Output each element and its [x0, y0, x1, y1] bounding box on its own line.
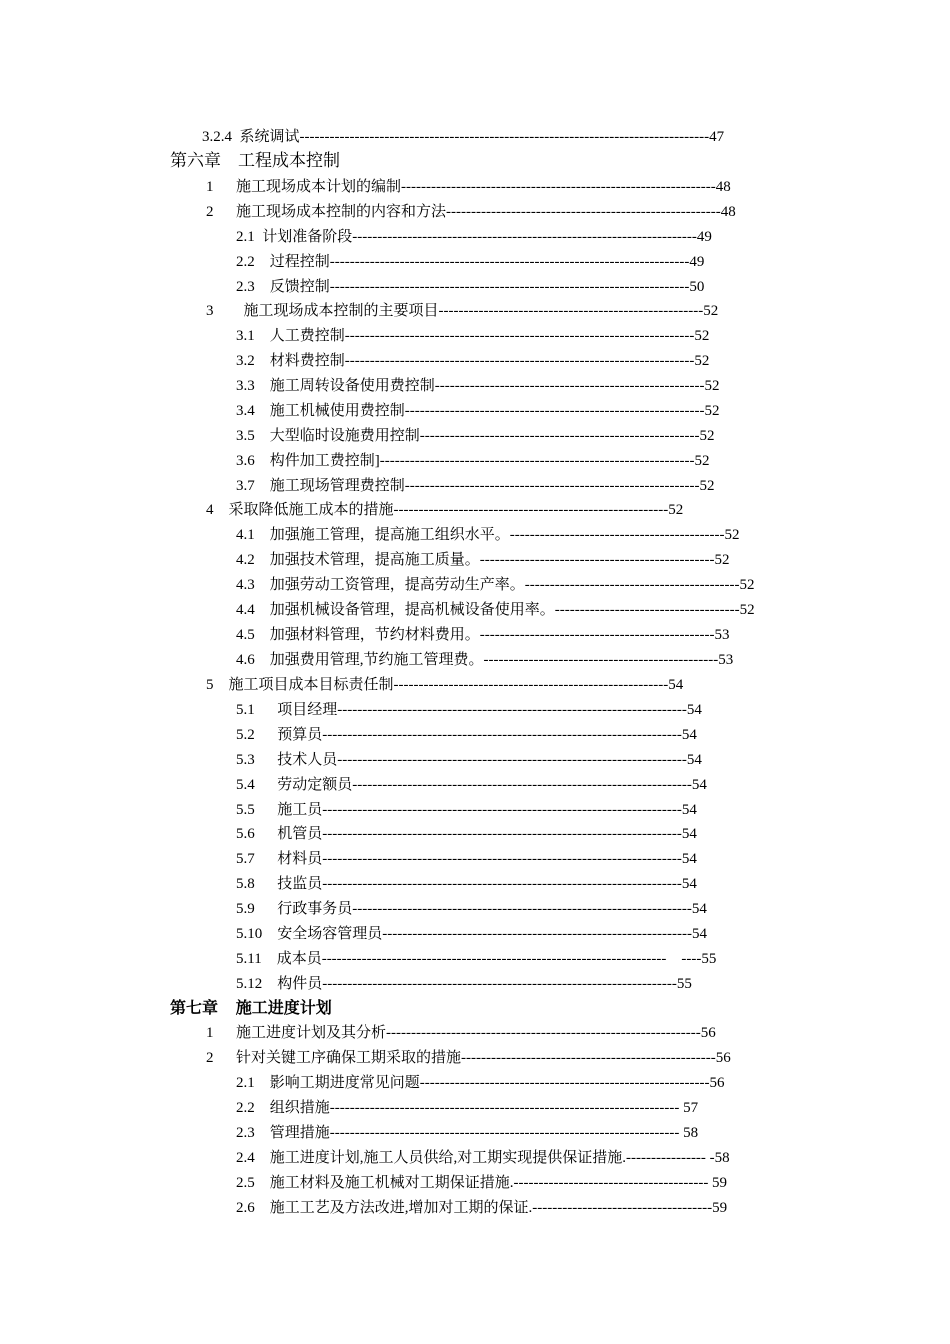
toc-entry-6-3-1: 3.1 人工费控制----------------------------------------------------------------------52	[236, 328, 710, 344]
toc-entry-6-2: 2 施工现场成本控制的内容和方法-------------------------------------------------------48	[206, 204, 736, 220]
toc-entry-6-4-1: 4.1 加强施工管理，提高施工组织水平。-------------------------------------------52	[236, 527, 740, 543]
toc-entry-6-5-12: 5.12 构件员-----------------------------------------------------------------------55	[236, 976, 692, 992]
toc-entry-6-1: 1 施工现场成本计划的编制---------------------------------------------------------------48	[206, 179, 731, 195]
toc-entry-6-5-11: 5.11 成本员--------------------------------------------------------------------- ----55	[236, 951, 717, 967]
toc-entry-6-4-2: 4.2 加强技术管理，提高施工质量。-----------------------------------------------52	[236, 552, 730, 568]
toc-entry-6-3: 3 施工现场成本控制的主要项目-----------------------------------------------------52	[206, 303, 719, 319]
toc-entry-6-3-7: 3.7 施工现场管理费控制-----------------------------------------------------------52	[236, 478, 715, 494]
toc-entry-6-5-8: 5.8 技监员------------------------------------------------------------------------54	[236, 876, 697, 892]
toc-entry-7-2-1: 2.1 影响工期进度常见问题----------------------------------------------------------56	[236, 1075, 725, 1091]
toc-entry-3-2-4: 3.2.4 系统调试----------------------------------------------------------------------------------47	[202, 129, 725, 145]
toc-entry-7-1: 1 施工进度计划及其分析---------------------------------------------------------------56	[206, 1025, 716, 1041]
toc-entry-6-4: 4 采取降低施工成本的措施-------------------------------------------------------52	[206, 502, 684, 518]
toc-entry-6-2-1: 2.1 计划准备阶段---------------------------------------------------------------------49	[236, 229, 712, 245]
toc-entry-6-5-10: 5.10 安全场容管理员--------------------------------------------------------------54	[236, 926, 707, 942]
toc-entry-6-5: 5 施工项目成本目标责任制-------------------------------------------------------54	[206, 677, 684, 693]
toc-entry-6-3-6: 3.6 构件加工费控制]---------------------------------------------------------------52	[236, 453, 710, 469]
toc-entry-6-5-1: 5.1 项目经理----------------------------------------------------------------------54	[236, 702, 702, 718]
toc-chapter-7: 第七章 施工进度计划	[170, 1000, 332, 1017]
toc-entry-6-3-5: 3.5 大型临时设施费用控制--------------------------------------------------------52	[236, 428, 715, 444]
toc-entry-6-4-6: 4.6 加强费用管理,节约施工管理费。-----------------------------------------------53	[236, 652, 734, 668]
toc-entry-6-5-3: 5.3 技术人员----------------------------------------------------------------------54	[236, 752, 702, 768]
toc-entry-7-2-6: 2.6 施工工艺及方法改进,增加对工期的保证.------------------------------------59	[236, 1200, 728, 1216]
toc-entry-6-3-4: 3.4 施工机械使用费控制------------------------------------------------------------52	[236, 403, 720, 419]
toc-entry-6-5-9: 5.9 行政事务员--------------------------------------------------------------------54	[236, 901, 707, 917]
toc-entry-6-4-5: 4.5 加强材料管理，节约材料费用。-----------------------------------------------53	[236, 627, 730, 643]
toc-entry-6-4-4: 4.4 加强机械设备管理，提高机械设备使用率。-------------------------------------52	[236, 602, 755, 618]
toc-entry-6-5-7: 5.7 材料员------------------------------------------------------------------------54	[236, 851, 697, 867]
toc-entry-7-2-5: 2.5 施工材料及施工机械对工期保证措施.--------------------------------------- 59	[236, 1175, 728, 1191]
toc-entry-6-3-2: 3.2 材料费控制----------------------------------------------------------------------52	[236, 353, 710, 369]
toc-entry-6-5-4: 5.4 劳动定额员--------------------------------------------------------------------54	[236, 777, 707, 793]
toc-entry-6-5-2: 5.2 预算员------------------------------------------------------------------------54	[236, 727, 697, 743]
toc-entry-6-4-3: 4.3 加强劳动工资管理，提高劳动生产率。-------------------------------------------52	[236, 577, 755, 593]
toc-entry-6-2-3: 2.3 反馈控制------------------------------------------------------------------------50	[236, 279, 705, 295]
toc-entry-6-3-3: 3.3 施工周转设备使用费控制------------------------------------------------------52	[236, 378, 720, 394]
toc-entry-7-2: 2 针对关键工序确保工期采取的措施---------------------------------------------------56	[206, 1050, 731, 1066]
toc-entry-7-2-4: 2.4 施工进度计划,施工人员供给,对工期实现提供保证措施.---------------- -58	[236, 1150, 730, 1166]
toc-entry-6-2-2: 2.2 过程控制------------------------------------------------------------------------49	[236, 254, 705, 270]
toc-entry-7-2-3: 2.3 管理措施---------------------------------------------------------------------- 58	[236, 1125, 699, 1141]
toc-entry-7-2-2: 2.2 组织措施---------------------------------------------------------------------- 57	[236, 1100, 699, 1116]
toc-entry-6-5-5: 5.5 施工员------------------------------------------------------------------------54	[236, 802, 697, 818]
toc-entry-6-5-6: 5.6 机管员------------------------------------------------------------------------54	[236, 826, 697, 842]
toc-chapter-6: 第六章 工程成本控制	[170, 151, 340, 170]
